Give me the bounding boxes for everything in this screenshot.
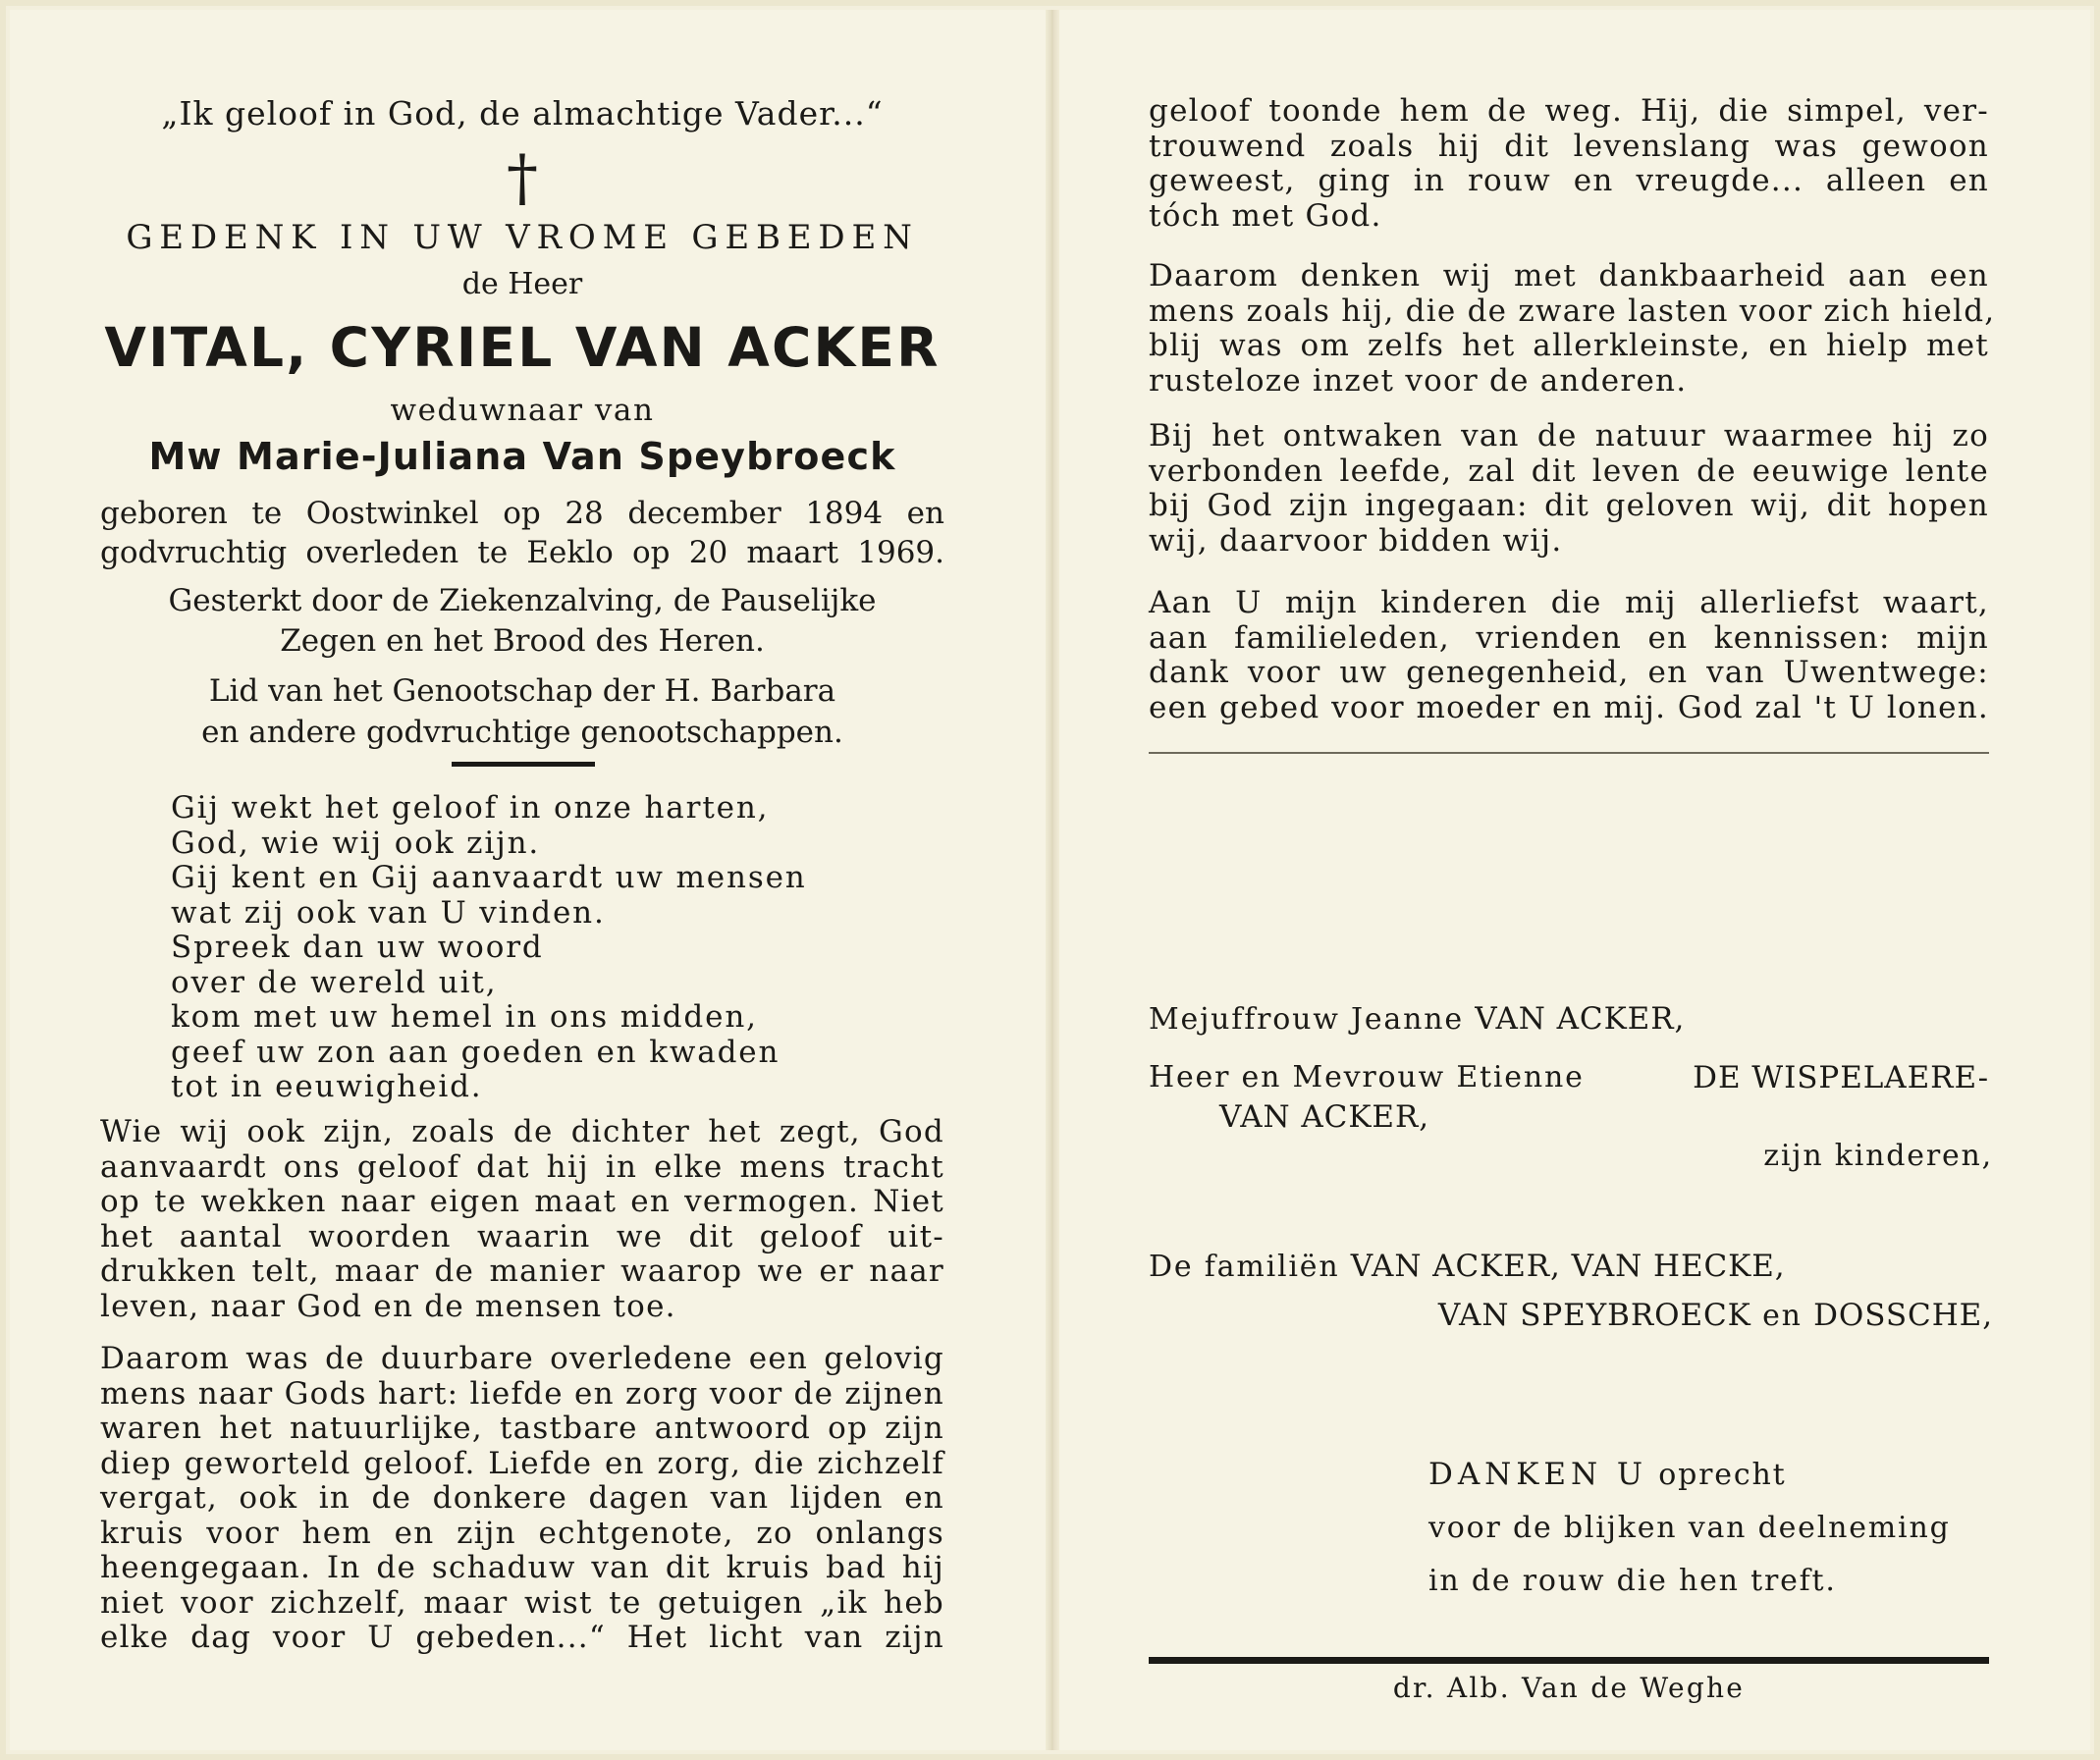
paragraph-wie-wij: [100, 1115, 944, 1324]
family-jeanne: [1149, 1001, 1685, 1037]
family-etienne: [1149, 1060, 1989, 1094]
thanks-line: in de rouw die hen treft.: [1428, 1564, 1837, 1598]
text-line: Wie wij ook zijn, zoals de dichter het zegt, God: [100, 1114, 944, 1149]
creed-quote: „Ik geloof in God, de almachtige Vader...“: [161, 94, 884, 133]
text-line: Daarom was de duurbare overledene een gelovig: [100, 1341, 944, 1376]
family-prefix: Mejuffrouw Jeanne: [1149, 1002, 1464, 1037]
text-line: mens zoals hij, die de zware lasten voor zich hield,: [1149, 293, 1996, 329]
text-line: leven, naar God en de mensen toe.: [100, 1288, 676, 1324]
family-surname: DE WISPELAERE-: [1693, 1060, 1989, 1095]
text-line: aanvaardt ons geloof dat hij in elke mens tracht: [100, 1148, 944, 1185]
center-fold: [1046, 10, 1059, 1750]
thanks-line: [1428, 1448, 1951, 1502]
text-line: verbonden leefde, zal dit leven de eeuwige lente: [1149, 453, 1989, 489]
printer-credit: dr. Alb. Van de Weghe: [1392, 1672, 1746, 1704]
poem: [171, 791, 807, 1105]
poem-line: tot in eeuwigheid.: [171, 1069, 483, 1104]
gedenk-heading: GEDENK IN UW VROME GEBEDEN: [126, 218, 919, 257]
deceased-name: VITAL, CYRIEL VAN ACKER: [104, 316, 941, 379]
children-label: zijn kinderen,: [1763, 1139, 1993, 1173]
text-line: tóch met God.: [1149, 197, 1382, 234]
family-surnames: DOSSCHE,: [1813, 1298, 1993, 1333]
poem-line: Gij wekt het geloof in onze harten,: [171, 790, 770, 826]
families-line1: [1149, 1249, 1786, 1284]
text-line: een gebed voor moeder en mij. God zal 't U lonen.: [1149, 689, 1989, 725]
society-line: en andere godvruchtige genootschappen.: [201, 715, 843, 750]
text-line: vergat, ook in de donkere dagen van lijden en: [100, 1480, 944, 1516]
text-line: niet voor zichzelf, maar wist te getuigen „ik heb: [100, 1584, 944, 1621]
birth-line: geboren te Oostwinkel op 28 december 1894 en: [100, 496, 944, 531]
sacraments-text: [100, 581, 944, 662]
poem-line: Gij kent en Gij aanvaardt uw mensen: [171, 860, 807, 895]
cross-icon: †: [507, 142, 538, 215]
text-line: Bij het ontwaken van de natuur waarmee hij zo: [1149, 418, 1989, 453]
text-line: heengegaan. In de schaduw van dit kruis bad hij: [100, 1550, 944, 1585]
paragraph-dankbaarheid: [1149, 258, 1996, 399]
poem-line: over de wereld uit,: [171, 964, 498, 1000]
poem-line: Spreek dan uw woord: [171, 930, 544, 965]
family-surnames: VAN ACKER, VAN HECKE,: [1350, 1249, 1786, 1284]
paragraph-geloof: [1149, 94, 1989, 234]
text-line: trouwend zoals hij dit levenslang was gewoon: [1149, 128, 1989, 164]
death-line: godvruchtig overleden te Eeklo op 20 maart 1969.: [100, 535, 944, 570]
spouse-name: Mw Marie-Juliana Van Speybroeck: [148, 435, 896, 478]
text-line: het aantal woorden waarin we dit geloof uit-: [100, 1218, 944, 1254]
family-conjunction: en: [1762, 1299, 1803, 1333]
thanks-rest: oprecht: [1658, 1458, 1787, 1492]
family-surnames: VAN SPEYBROECK: [1437, 1298, 1751, 1333]
title-heer: de Heer: [461, 267, 583, 301]
thanks-word: DANKEN U: [1428, 1457, 1647, 1492]
poem-line: God, wie wij ook zijn.: [171, 825, 541, 861]
widower-label: weduwnaar van: [390, 393, 655, 428]
divider-rule: [1149, 752, 1989, 754]
text-line: geweest, ging in rouw en vreugde... alleen en: [1149, 163, 1989, 198]
poem-line: kom met uw hemel in ons midden,: [171, 999, 758, 1035]
paragraph-daarom: [100, 1342, 944, 1656]
text-line: wij, daarvoor bidden wij.: [1149, 522, 1563, 559]
divider-rule: [452, 762, 595, 767]
family-surname-cont: VAN ACKER,: [1219, 1099, 1430, 1135]
family-surname: VAN ACKER,: [1475, 1001, 1686, 1037]
text-line: op te wekken naar eigen maat en vermogen. Niet: [100, 1184, 944, 1219]
text-line: Daarom denken wij met dankbaarheid aan een: [1149, 258, 1989, 293]
families-line2: [1438, 1298, 1993, 1333]
text-line: drukken telt, maar de manier waarop we er naar: [100, 1253, 944, 1289]
text-line: kruis voor hem en zijn echtgenote, zo onlangs: [100, 1515, 944, 1551]
text-line: blij was om zelfs het allerkleinste, en hielp met: [1149, 328, 1989, 363]
bottom-rule: [1149, 1657, 1989, 1664]
poem-line: geef uw zon aan goeden en kwaden: [171, 1034, 781, 1070]
paragraph-natuur: [1149, 419, 1989, 559]
text-line: geloof toonde hem de weg. Hij, die simpel, ver-: [1149, 93, 1989, 129]
text-line: waren het natuurlijke, tastbare antwoord op zijn: [100, 1411, 944, 1446]
family-prefix: Heer en Mevrouw Etienne: [1149, 1060, 1585, 1094]
paragraph-kinderen: [1149, 586, 1989, 725]
text-line: elke dag voor U gebeden...“ Het licht van zijn: [100, 1620, 944, 1655]
sacraments-line: Gesterkt door de Ziekenzalving, de Pauselijke: [168, 583, 877, 618]
society-text: [100, 670, 944, 753]
poem-line: wat zij ook van U vinden.: [171, 894, 606, 931]
text-line: aan familieleden, vrienden en kennissen: mijn: [1149, 619, 1989, 656]
text-line: rusteloze inzet voor de anderen.: [1149, 362, 1688, 399]
text-line: bij God zijn ingegaan: dit geloven wij, dit hopen: [1149, 488, 1989, 523]
text-line: dank voor uw genegenheid, en van Uwentwege:: [1149, 655, 1989, 690]
text-line: Aan U mijn kinderen die mij allerliefst waart,: [1149, 585, 1989, 620]
text-line: mens naar Gods hart: liefde en zorg voor de zijnen: [100, 1375, 944, 1412]
text-line: diep geworteld geloof. Liefde en zorg, die zichzelf: [100, 1445, 944, 1481]
family-prefix: De familiën: [1149, 1250, 1340, 1284]
sacraments-line: Zegen en het Brood des Heren.: [280, 623, 765, 659]
thanks-block: [1428, 1448, 1951, 1608]
thanks-line: voor de blijken van deelneming: [1428, 1511, 1951, 1545]
society-line: Lid van het Genootschap der H. Barbara: [208, 673, 836, 709]
